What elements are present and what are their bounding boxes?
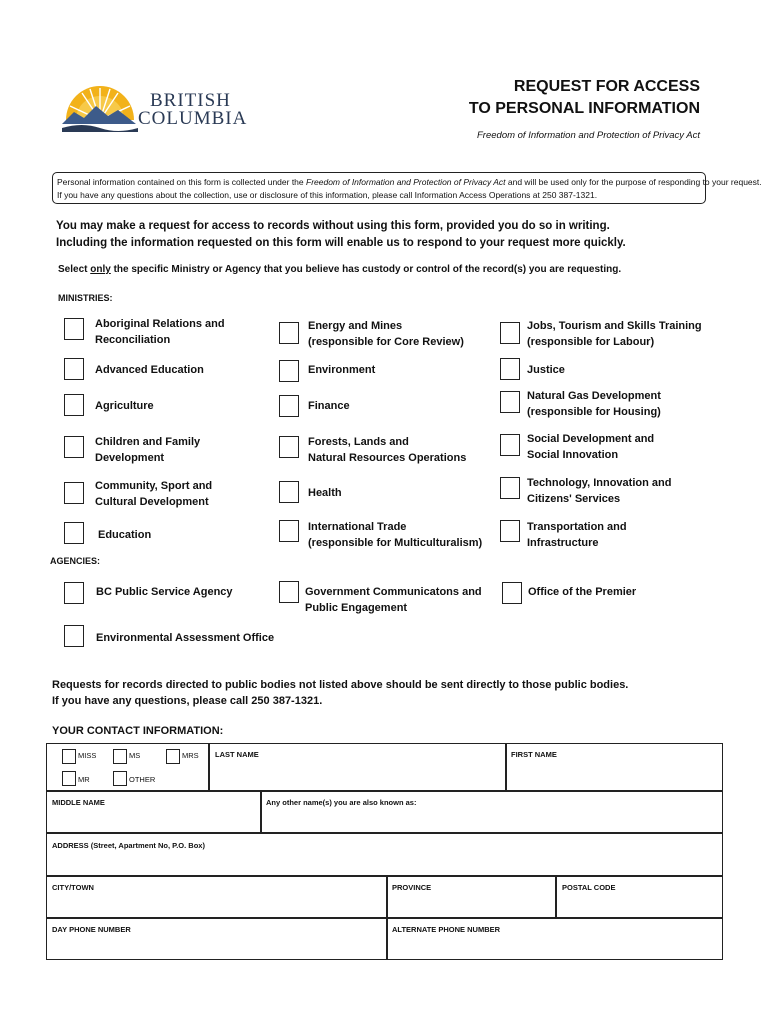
select-instruction: Select only the specific Ministry or Agency that you believe has custody or control of the record(s) you are requesting. — [58, 264, 622, 275]
ministries-label: MINISTRIES: — [58, 293, 113, 303]
option-forests: Forests, Lands and Natural Resources Operations — [308, 436, 467, 464]
logo-line2: COLUMBIA — [138, 108, 248, 129]
last-name-label: LAST NAME — [215, 750, 259, 759]
checkbox-bc-public-service[interactable] — [64, 582, 84, 604]
checkbox-international-trade[interactable] — [279, 520, 299, 542]
checkbox-ms[interactable] — [113, 749, 127, 764]
checkbox-jobs-tourism[interactable] — [500, 322, 520, 344]
label-other: OTHER — [129, 775, 156, 784]
notice-text: Personal information contained on this form is collected under the — [57, 177, 306, 187]
checkbox-social-development[interactable] — [500, 434, 520, 456]
province-label: PROVINCE — [392, 883, 432, 892]
option-transportation: Transportation and Infrastructure — [527, 521, 627, 549]
option-social-development: Social Development and Social Innovation — [527, 433, 655, 461]
checkbox-advanced-education[interactable] — [64, 358, 84, 380]
checkbox-children-family[interactable] — [64, 436, 84, 458]
notice-act: Freedom of Information and Protection of Privacy Act — [306, 177, 506, 187]
checkbox-forests[interactable] — [279, 436, 299, 458]
checkbox-mr[interactable] — [62, 771, 76, 786]
option-aboriginal: Aboriginal Relations and Reconciliation — [95, 318, 225, 346]
logo-line1: BRITISH — [150, 90, 231, 111]
notice-text: and will be used only for the purpose of responding to your request. — [505, 177, 762, 187]
postal-code-label: POSTAL CODE — [562, 883, 616, 892]
checkbox-mrs[interactable] — [166, 749, 180, 764]
label-mr: MR — [78, 775, 90, 784]
option-natural-gas: Natural Gas Development (responsible for Housing) — [527, 390, 661, 418]
option-environmental-assessment: Environmental Assessment Office — [96, 632, 275, 644]
option-gov-communications: Government Communicatons and Public Engagement — [305, 586, 482, 614]
checkbox-justice[interactable] — [500, 358, 520, 380]
option-children-family: Children and Family Development — [95, 436, 201, 464]
address-field[interactable] — [46, 833, 723, 876]
option-advanced-education: Advanced Education — [95, 364, 204, 376]
checkbox-gov-communications[interactable] — [279, 581, 299, 603]
contact-heading: YOUR CONTACT INFORMATION: — [52, 725, 224, 737]
option-office-premier: Office of the Premier — [528, 586, 637, 598]
checkbox-office-premier[interactable] — [502, 582, 522, 604]
checkbox-natural-gas[interactable] — [500, 391, 520, 413]
option-health: Health — [308, 487, 342, 499]
checkbox-finance[interactable] — [279, 395, 299, 417]
other-names-label: Any other name(s) you are also known as: — [266, 798, 417, 807]
checkbox-health[interactable] — [279, 481, 299, 503]
option-agriculture: Agriculture — [95, 400, 154, 412]
agencies-label: AGENCIES: — [50, 556, 101, 566]
address-label: ADDRESS (Street, Apartment No, P.O. Box) — [52, 841, 205, 850]
day-phone-label: DAY PHONE NUMBER — [52, 925, 131, 934]
checkbox-environmental-assessment[interactable] — [64, 625, 84, 647]
checkbox-aboriginal[interactable] — [64, 318, 84, 340]
checkbox-transportation[interactable] — [500, 520, 520, 542]
option-jobs-tourism: Jobs, Tourism and Skills Training (responsible for Labour) — [527, 320, 702, 348]
option-technology: Technology, Innovation and Citizens' Services — [527, 477, 672, 505]
privacy-notice — [52, 172, 762, 204]
checkbox-education[interactable] — [64, 522, 84, 544]
checkbox-other[interactable] — [113, 771, 127, 786]
footer-note-line2: If you have any questions, please call 250 387-1321. — [52, 695, 323, 707]
checkbox-community-sport[interactable] — [64, 482, 84, 504]
intro-line1: You may make a request for access to records without using this form, provided you do so in writing. — [56, 220, 610, 232]
footer-note-line1: Requests for records directed to public bodies not listed above should be sent directly to those public bodies. — [52, 679, 629, 691]
option-education: Education — [98, 529, 152, 541]
option-finance: Finance — [308, 400, 350, 412]
alt-phone-label: ALTERNATE PHONE NUMBER — [392, 925, 501, 934]
checkbox-energy-mines[interactable] — [279, 322, 299, 344]
checkbox-environment[interactable] — [279, 360, 299, 382]
city-label: CITY/TOWN — [52, 883, 94, 892]
city-field[interactable] — [46, 876, 388, 918]
checkbox-miss[interactable] — [62, 749, 76, 764]
form-title-line2: TO PERSONAL INFORMATION — [468, 100, 700, 117]
checkbox-agriculture[interactable] — [64, 394, 84, 416]
label-mrs: MRS — [182, 751, 199, 760]
notice-contact: If you have any questions about the collection, use or disclosure of this information, please call Information Access Operations at 250 387-1321. — [57, 190, 598, 200]
option-bc-public-service: BC Public Service Agency — [96, 586, 233, 598]
form-title-line1: REQUEST FOR ACCESS — [513, 78, 700, 95]
option-energy-mines: Energy and Mines (responsible for Core Review) — [308, 320, 464, 348]
option-international-trade: International Trade (responsible for Multiculturalism) — [308, 521, 483, 549]
middle-name-label: MIDDLE NAME — [52, 798, 105, 807]
option-environment: Environment — [308, 364, 376, 376]
option-community-sport: Community, Sport and Cultural Development — [95, 480, 213, 508]
option-justice: Justice — [527, 364, 565, 376]
label-ms: MS — [129, 751, 141, 760]
label-miss: MISS — [78, 751, 97, 760]
checkbox-technology[interactable] — [500, 477, 520, 499]
form-subtitle: Freedom of Information and Protection of Privacy Act — [477, 130, 700, 141]
intro-line2: Including the information requested on this form will enable us to respond to your request more quickly. — [56, 237, 626, 249]
first-name-label: FIRST NAME — [511, 750, 557, 759]
